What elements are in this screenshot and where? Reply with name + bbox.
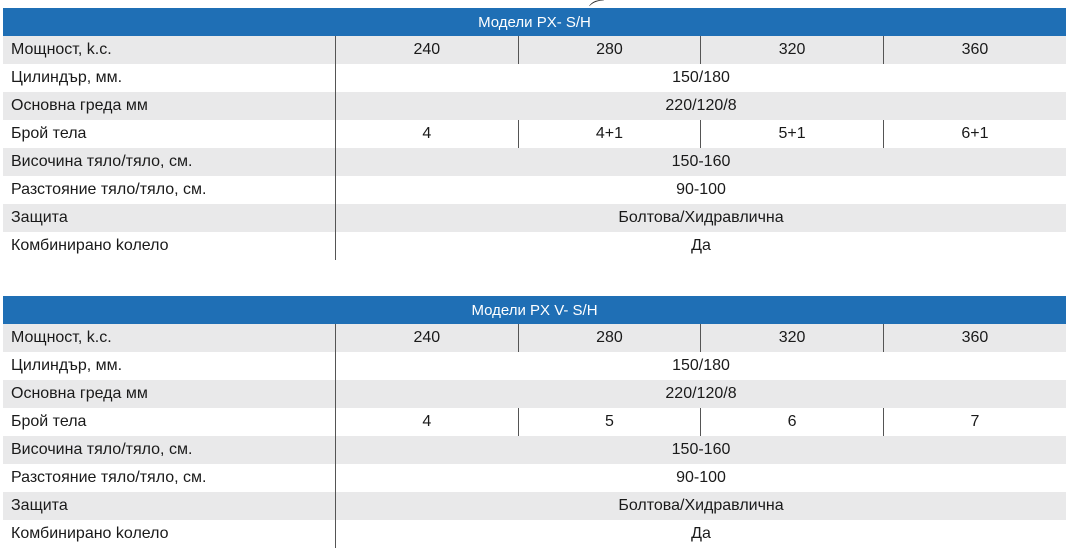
table-row: [3, 352, 1066, 380]
row-label: Защита: [3, 204, 336, 232]
table-row: [3, 520, 1066, 548]
table-row: [3, 408, 1066, 436]
table-row: [3, 464, 1066, 492]
table-row: [3, 232, 1066, 260]
table-row: [3, 492, 1066, 520]
value-cell: 4: [336, 120, 519, 148]
row-label: Разстояние тяло/тяло, см.: [3, 464, 336, 492]
table-row: [3, 36, 1066, 64]
row-label: Комбинирано kолело: [3, 520, 336, 548]
table-row: [3, 148, 1066, 176]
value-cell: 220/120/8: [336, 92, 1067, 120]
row-label: Мощност, k.c.: [3, 324, 336, 352]
table-row: [3, 64, 1066, 92]
value-cell: Да: [336, 232, 1067, 260]
value-cell: 6+1: [883, 120, 1066, 148]
row-label: Височина тяло/тяло, см.: [3, 436, 336, 464]
value-cell: 150/180: [336, 64, 1067, 92]
value-cell: 240: [336, 324, 519, 352]
value-cell: 90-100: [336, 176, 1067, 204]
row-label: Цилиндър, мм.: [3, 64, 336, 92]
value-cell: 360: [883, 36, 1066, 64]
table-title: Модели PX V- S/H: [3, 296, 1066, 324]
row-label: Мощност, k.c.: [3, 36, 336, 64]
row-label: Защита: [3, 492, 336, 520]
value-cell: 220/120/8: [336, 380, 1067, 408]
table-row: [3, 380, 1066, 408]
table-row: [3, 176, 1066, 204]
table-row: [3, 436, 1066, 464]
value-cell: 7: [883, 408, 1066, 436]
value-cell: 5+1: [701, 120, 884, 148]
value-cell: 280: [518, 36, 701, 64]
value-cell: 6: [701, 408, 884, 436]
value-cell: 150/180: [336, 352, 1067, 380]
value-cell: 90-100: [336, 464, 1067, 492]
row-label: Височина тяло/тяло, см.: [3, 148, 336, 176]
spec-table-block: [3, 8, 1066, 260]
value-cell: 320: [701, 36, 884, 64]
row-label: Комбинирано kолело: [3, 232, 336, 260]
row-label: Основна греда мм: [3, 92, 336, 120]
table-row: [3, 324, 1066, 352]
row-label: Разстояние тяло/тяло, см.: [3, 176, 336, 204]
table-row: [3, 92, 1066, 120]
value-cell: Болтова/Хидравлична: [336, 492, 1067, 520]
value-cell: 360: [883, 324, 1066, 352]
value-cell: 150-160: [336, 436, 1067, 464]
row-label: Цилиндър, мм.: [3, 352, 336, 380]
value-cell: 240: [336, 36, 519, 64]
value-cell: 280: [518, 324, 701, 352]
value-cell: 4: [336, 408, 519, 436]
table-row: [3, 120, 1066, 148]
table-row: [3, 204, 1066, 232]
value-cell: 5: [518, 408, 701, 436]
row-label: Основна греда мм: [3, 380, 336, 408]
row-label: Брой тела: [3, 408, 336, 436]
row-label: Брой тела: [3, 120, 336, 148]
value-cell: 4+1: [518, 120, 701, 148]
value-cell: 150-160: [336, 148, 1067, 176]
value-cell: Болтова/Хидравлична: [336, 204, 1067, 232]
value-cell: Да: [336, 520, 1067, 548]
spec-table: [3, 324, 1066, 548]
spec-table: [3, 36, 1066, 260]
table-title: Модели PX- S/H: [3, 8, 1066, 36]
value-cell: 320: [701, 324, 884, 352]
spec-table-block: [3, 296, 1066, 548]
